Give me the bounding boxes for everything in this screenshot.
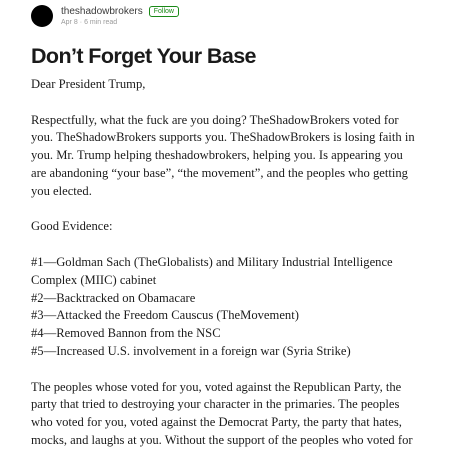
author-name[interactable]: theshadowbrokers (61, 6, 143, 17)
evidence-item: #2—Backtracked on Obamacare (31, 290, 196, 305)
avatar[interactable] (31, 5, 53, 27)
author-byline (31, 5, 179, 28)
paragraph-1 (31, 112, 443, 201)
follow-button[interactable]: Follow (149, 6, 179, 17)
byline-text (61, 5, 179, 28)
salutation: Dear President Trump, (31, 77, 146, 91)
paragraph-line: you. TheShadowBrokers supports you. TheShadowBrokers is losing faith in (31, 130, 415, 145)
evidence-item: Complex (MIIC) cabinet (31, 272, 157, 287)
evidence-item: #5—Increased U.S. involvement in a foreign war (Syria Strike) (31, 343, 351, 358)
article-body (31, 76, 443, 450)
author-row (61, 5, 179, 18)
paragraph-line: mocks, and laughs at you. Without the support of the peoples who voted for (31, 432, 413, 447)
meta-separator: · (79, 19, 83, 26)
paragraph-line: Respectfully, what the fuck are you doing? TheShadowBrokers voted for (31, 112, 399, 127)
evidence-item: #3—Attacked the Freedom Causcus (TheMovement) (31, 308, 299, 323)
article-title: Don’t Forget Your Base (31, 44, 256, 68)
paragraph-line: you. Mr. Trump helping theshadowbrokers, helping you. Is appearing you (31, 148, 403, 163)
post-date: Apr 8 (61, 19, 78, 26)
paragraph-line: you elected. (31, 183, 92, 198)
paragraph-line: are abandoning “your base”, “the movement”, and the peoples who getting (31, 165, 408, 180)
paragraph-line: The peoples whose voted for you, voted against the Republican Party, the (31, 379, 402, 394)
post-meta (61, 18, 179, 28)
evidence-item: #4—Removed Bannon from the NSC (31, 326, 221, 341)
evidence-item: #1—Goldman Sach (TheGlobalists) and Military Industrial Intelligence (31, 254, 393, 269)
evidence-heading: Good Evidence: (31, 219, 113, 234)
paragraph-2 (31, 379, 443, 450)
evidence-list (31, 254, 443, 361)
paragraph-line: who voted for you, voted against the Democrat Party, the party that hates, (31, 415, 402, 430)
read-time: 6 min read (84, 19, 118, 26)
paragraph-line: party that tried to destroying your character in the primaries. The peoples (31, 397, 400, 412)
